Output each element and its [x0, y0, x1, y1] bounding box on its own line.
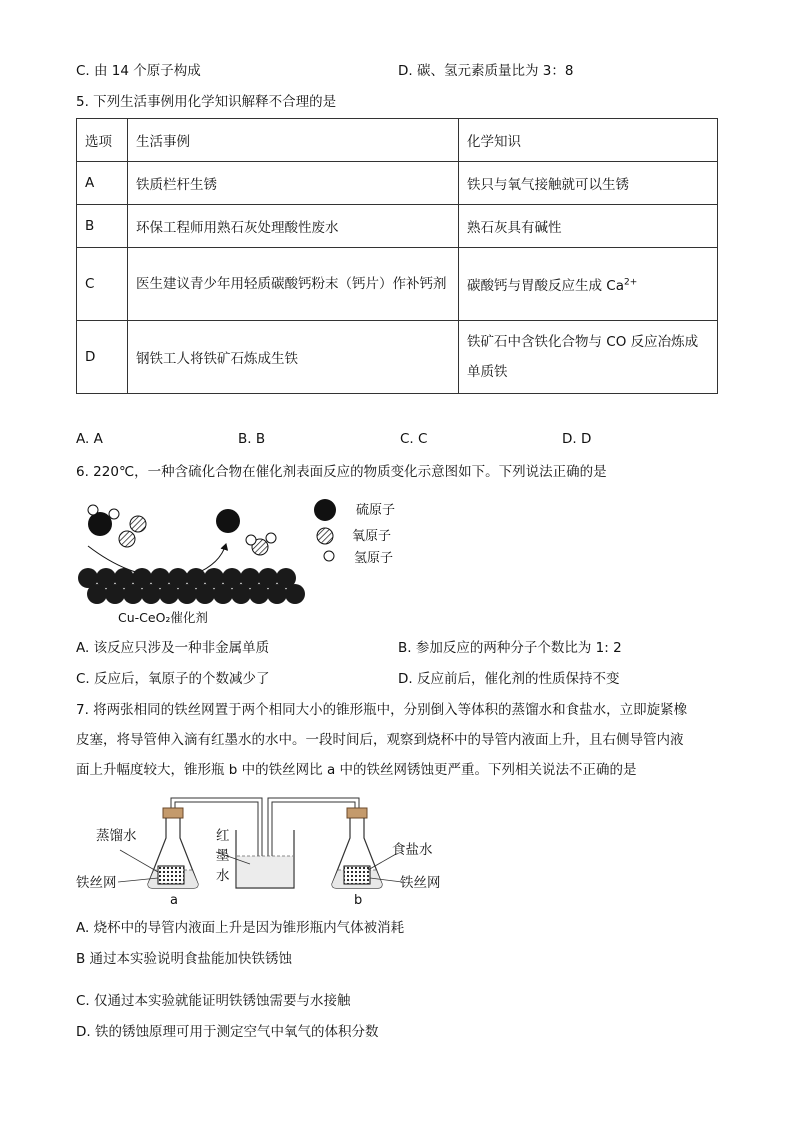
row-c-event: 医生建议青少年用轻质碳酸钙粉末（钙片）作补钙剂: [128, 248, 459, 321]
q7-option-d: D. 铁的锈蚀原理可用于测定空气中氧气的体积分数: [76, 1024, 379, 1040]
q7-stem-line-2: 皮塞，将导管伸入滴有红墨水的水中。一段时间后，观察到烧杯中的导管内液面上升，且右侧导管内液: [76, 732, 684, 748]
q7-option-a: A. 烧杯中的导管内液面上升是因为锥形瓶内气体被消耗: [76, 920, 405, 936]
q7-apparatus-diagram: [74, 790, 454, 910]
q7-stem-line-1: 7. 将两张相同的铁丝网置于两个相同大小的锥形瓶中，分别倒入等体积的蒸馏水和食盐水，立即旋紧橡: [76, 702, 688, 718]
legend-hydrogen-label: 氢原子: [354, 551, 394, 566]
table-row: [77, 248, 718, 321]
row-d-knowledge: 铁矿石中含铁化合物与 CO 反应冶炼成单质铁: [459, 321, 718, 394]
q5-answer-d: D. D: [562, 431, 592, 447]
q6-option-b: B. 参加反应的两种分子个数比为 1: 2: [398, 640, 622, 656]
label-iron-mesh-right: 铁丝网: [400, 875, 441, 891]
header-option: 选项: [77, 119, 128, 162]
table-row: [77, 205, 718, 248]
h2s-molecule: [88, 505, 119, 536]
label-red-ink-3: 水: [216, 868, 230, 884]
catalyst-label: Cu-CeO₂催化剂: [118, 610, 208, 625]
row-c-knowledge-superscript: 2+: [624, 277, 638, 288]
row-c-knowledge: 碳酸钙与胃酸反应生成 Ca: [467, 278, 624, 294]
row-c-knowledge-cell: [459, 248, 718, 321]
row-a-option: A: [77, 162, 128, 205]
row-b-option: B: [77, 205, 128, 248]
row-a-knowledge: 铁只与氧气接触就可以生锈: [459, 162, 718, 205]
q7-option-b: B 通过本实验说明食盐能加快铁锈蚀: [76, 951, 293, 967]
row-b-knowledge: 熟石灰具有碱性: [459, 205, 718, 248]
q4-option-d: D. 碳、氢元素质量比为 3：8: [398, 63, 574, 79]
q5-answer-b: B. B: [238, 431, 266, 447]
header-knowledge: 化学知识: [459, 119, 718, 162]
q6-stem: 6. 220℃，一种含硫化合物在催化剂表面反应的物质变化示意图如下。下列说法正确的是: [76, 464, 607, 480]
h2o-molecule: [246, 533, 276, 555]
catalyst-surface: [78, 568, 305, 604]
iron-mesh-a: [158, 866, 184, 884]
label-iron-mesh-left: 铁丝网: [76, 875, 117, 891]
legend-sulfur-label: 硫原子: [356, 503, 396, 518]
row-d-event: 钢铁工人将铁矿石炼成生铁: [128, 321, 459, 394]
q6-reaction-diagram: [70, 494, 430, 630]
o2-molecule: [119, 516, 146, 547]
q5-table: [76, 118, 718, 394]
q7-option-c: C. 仅通过本实验就能证明铁锈蚀需要与水接触: [76, 993, 351, 1009]
q6-option-a: A. 该反应只涉及一种非金属单质: [76, 640, 270, 656]
q6-option-d: D. 反应前后，催化剂的性质保持不变: [398, 671, 620, 687]
legend: [314, 499, 395, 566]
q5-answer-a: A. A: [76, 431, 103, 447]
q5-answer-c: C. C: [400, 431, 428, 447]
row-a-event: 铁质栏杆生锈: [128, 162, 459, 205]
q7-stem-line-3: 面上升幅度较大，锥形瓶 b 中的铁丝网比 a 中的铁丝网锈蚀更严重。下列相关说法不正确的是: [76, 762, 637, 778]
table-header-row: [77, 119, 718, 162]
flask-b: [332, 808, 382, 888]
legend-hydrogen-swatch: [324, 551, 334, 561]
q4-option-c: C. 由 14 个原子构成: [76, 63, 201, 79]
legend-sulfur-swatch: [314, 499, 336, 521]
row-d-option: D: [77, 321, 128, 394]
table-row: [77, 321, 718, 394]
q6-option-c: C. 反应后，氧原子的个数减少了: [76, 671, 270, 687]
legend-oxygen-label: 氧原子: [352, 529, 392, 544]
row-b-event: 环保工程师用熟石灰处理酸性废水: [128, 205, 459, 248]
label-distilled-water: 蒸馏水: [96, 828, 137, 844]
label-flask-b: b: [354, 893, 363, 908]
label-salt-water: 食盐水: [392, 842, 433, 858]
label-red-ink-2: 墨: [216, 848, 230, 864]
q5-stem: 5. 下列生活事例用化学知识解释不合理的是: [76, 94, 337, 110]
beaker: [236, 830, 294, 888]
iron-mesh-b: [344, 866, 370, 884]
flask-a: [148, 808, 198, 888]
label-flask-a: a: [170, 893, 178, 908]
header-event: 生活事例: [128, 119, 459, 162]
label-red-ink-1: 红: [216, 828, 230, 844]
legend-oxygen-swatch: [317, 528, 333, 544]
row-c-option: C: [77, 248, 128, 321]
sulfur-product: [216, 509, 240, 533]
table-row: [77, 162, 718, 205]
